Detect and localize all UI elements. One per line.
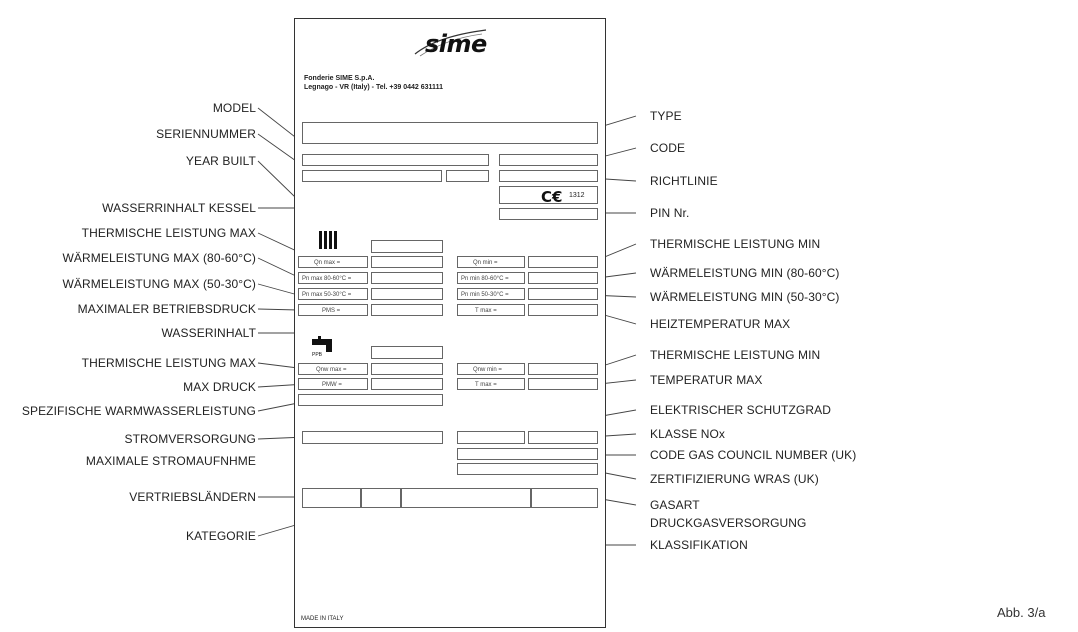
category-box: [361, 488, 401, 508]
label-water-boiler: WASSERRINHALT KESSEL: [102, 201, 256, 215]
label-serial: SERIENNUMMER: [156, 127, 256, 141]
pn-max-50-cell: [298, 288, 368, 300]
label-gas-pressure: DRUCKGASVERSORGUNG: [650, 516, 807, 530]
ce-mark-icon: C€: [541, 188, 563, 206]
model-box: [302, 154, 489, 166]
made-in-italy: MADE IN ITALY: [301, 616, 344, 622]
qnw-max-label: Qnw max =: [316, 367, 347, 373]
pn-min-50-value-box: [528, 288, 598, 300]
t-max-heat-label: T max =: [475, 308, 497, 314]
label-therm-max: THERMISCHE LEISTUNG MAX: [81, 226, 256, 240]
label-heat-min-80: WÄRMELEISTUNG MIN (80-60°C): [650, 266, 840, 280]
nox-box: [528, 431, 598, 444]
sime-logo: sime: [425, 30, 487, 58]
water-tap-icon: [310, 336, 338, 358]
label-pin: PIN Nr.: [650, 206, 690, 220]
label-therm-min: THERMISCHE LEISTUNG MIN: [650, 237, 821, 251]
qn-max-value-box: [371, 256, 443, 268]
code-box: [499, 154, 598, 166]
serial-box: [302, 170, 442, 182]
label-countries: VERTRIEBSLÄNDERN: [129, 490, 256, 504]
rating-plate: [294, 18, 606, 628]
protection-box: [457, 431, 525, 444]
pn-min-50-label: Pn min 50-30°C =: [461, 292, 509, 298]
pms-cell: [298, 304, 368, 316]
qn-min-value-box: [528, 256, 598, 268]
specific-dhw-box: [298, 394, 443, 406]
label-max-power: MAXIMALE STROMAUFNHME: [85, 454, 256, 468]
t-max-heat-value-box: [528, 304, 598, 316]
qnw-min-cell: [457, 363, 525, 375]
qn-max-label: Qn max =: [314, 260, 341, 266]
label-code: CODE: [650, 141, 686, 155]
label-temp-max: TEMPERATUR MAX: [650, 373, 763, 387]
leader-max-pressure: [258, 309, 298, 310]
type-box: [302, 122, 598, 144]
label-heat-min-50: WÄRMELEISTUNG MIN (50-30°C): [650, 290, 840, 304]
wras-box: [457, 463, 598, 475]
qnw-min-label: Qnw min =: [473, 367, 502, 373]
label-gas-council: CODE GAS COUNCIL NUMBER (UK): [650, 448, 857, 462]
label-max-druck: MAX DRUCK: [183, 380, 256, 394]
pin-box: [499, 208, 598, 220]
t-max-dhw-label: T max =: [475, 382, 497, 388]
pn-max-80-cell: [298, 272, 368, 284]
gas-type-box: [531, 488, 598, 508]
label-heat-max-50: WÄRMELEISTUNG MAX (50-30°C): [62, 277, 256, 291]
label-heat-temp-max: HEIZTEMPERATUR MAX: [650, 317, 791, 331]
directive-box: [499, 170, 598, 182]
label-max-pressure: MAXIMALER BETRIEBSDRUCK: [77, 302, 256, 316]
water-content-box: [371, 346, 443, 359]
svg-text:PPB: PPB: [312, 352, 323, 358]
figure-caption: Abb. 3/a: [997, 605, 1046, 620]
t-max-dhw-value-box: [528, 378, 598, 390]
label-therm-max-dhw: THERMISCHE LEISTUNG MAX: [81, 356, 256, 370]
radiator-icon: [318, 229, 340, 251]
t-max-dhw-cell: [457, 378, 525, 390]
label-year: YEAR BUILT: [185, 154, 256, 168]
qnw-max-cell: [298, 363, 368, 375]
water-boiler-box: [371, 240, 443, 253]
label-power-supply: STROMVERSORGUNG: [124, 432, 256, 446]
pn-min-50-cell: [457, 288, 525, 300]
pn-min-80-label: Pn min 80-60°C =: [461, 276, 509, 282]
company-address: Legnago - VR (Italy) - Tel. +39 0442 631111: [304, 84, 443, 91]
leader-heat-max-80: [258, 258, 298, 277]
label-category: KATEGORIE: [185, 529, 256, 543]
label-classification: KLASSIFIKATION: [650, 538, 748, 552]
power-supply-box: [302, 431, 443, 444]
pmw-cell: [298, 378, 368, 390]
label-specific-dhw: SPEZIFISCHE WARMWASSERLEISTUNG: [21, 404, 256, 418]
pmw-label: PMW =: [322, 382, 342, 388]
classification-box: [401, 488, 531, 508]
label-type: TYPE: [650, 109, 682, 123]
pn-max-50-value-box: [371, 288, 443, 300]
ce-number: 1312: [569, 192, 585, 199]
label-gas-type: GASART: [650, 498, 700, 512]
pn-max-80-label: Pn max 80-60°C =: [302, 276, 352, 282]
leader-heat-max-50: [258, 284, 298, 295]
pn-min-80-cell: [457, 272, 525, 284]
qnw-min-value-box: [528, 363, 598, 375]
qnw-max-value-box: [371, 363, 443, 375]
label-wras: ZERTIFIZIERUNG WRAS (UK): [650, 472, 819, 486]
label-heat-max-80: WÄRMELEISTUNG MAX (80-60°C): [62, 251, 256, 265]
qn-max-cell: [298, 256, 368, 268]
label-directive: RICHTLINIE: [650, 174, 718, 188]
label-therm-min-dhw: THERMISCHE LEISTUNG MIN: [650, 348, 821, 362]
pn-max-80-value-box: [371, 272, 443, 284]
year-box: [446, 170, 489, 182]
company-name: Fonderie SIME S.p.A.: [304, 75, 375, 82]
gas-council-box: [457, 448, 598, 460]
qn-min-label: Qn min =: [473, 260, 498, 266]
countries-box: [302, 488, 361, 508]
label-water-content: WASSERINHALT: [161, 326, 256, 340]
t-max-heat-cell: [457, 304, 525, 316]
qn-min-cell: [457, 256, 525, 268]
pms-value-box: [371, 304, 443, 316]
pn-max-50-label: Pn max 50-30°C =: [302, 292, 352, 298]
pmw-value-box: [371, 378, 443, 390]
label-nox: KLASSE NOx: [650, 427, 726, 441]
label-model: MODEL: [212, 101, 256, 115]
pn-min-80-value-box: [528, 272, 598, 284]
label-protection: ELEKTRISCHER SCHUTZGRAD: [650, 403, 831, 417]
pms-label: PMS =: [322, 308, 341, 314]
